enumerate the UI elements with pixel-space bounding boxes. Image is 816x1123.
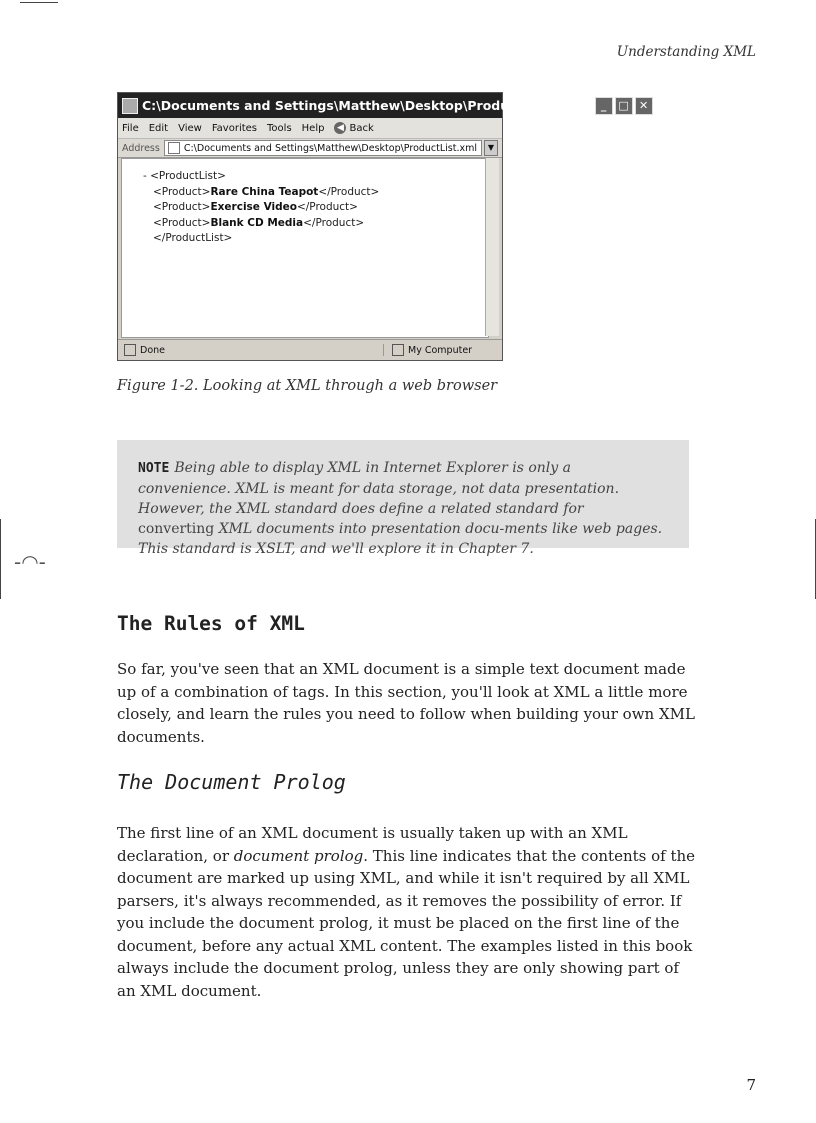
status-done: Done: [118, 344, 383, 356]
note-text-1: Being able to display XML in Internet Explorer is only a convenience. XML is meant for data storage, not data presentation. However, the XML standard does define a related standard for: [138, 460, 620, 517]
menu-tools[interactable]: Tools: [267, 122, 292, 134]
browser-title: C:\Documents and Settings\Matthew\Desktop\ProductList.xml...: [142, 98, 593, 113]
minimize-button[interactable]: _: [595, 97, 613, 115]
address-input[interactable]: [164, 140, 482, 156]
status-zone: My Computer: [383, 344, 502, 356]
vertical-scrollbar[interactable]: [485, 158, 499, 336]
close-button[interactable]: ✕: [635, 97, 653, 115]
paragraph-intro: So far, you've seen that an XML document is a simple text document made up of a combination of tags. In this section, you'll look at XML a little more closely, and learn the rules you need to follow when building your own XML documents.: [117, 660, 695, 746]
status-bar: [118, 339, 502, 360]
browser-content: [121, 158, 489, 338]
maximize-button[interactable]: □: [615, 97, 633, 115]
crop-mark-left: [0, 519, 1, 599]
figure-caption: Figure 1-2. Looking at XML through a web browser: [117, 378, 498, 394]
menu-file[interactable]: File: [122, 122, 139, 134]
page-done-icon: [124, 344, 136, 356]
back-arrow-icon: ◀: [334, 122, 346, 134]
menu-favorites[interactable]: Favorites: [211, 122, 258, 134]
note-box: [117, 440, 689, 557]
note-text-2: converting: [138, 521, 219, 537]
page-number: 7: [746, 1076, 756, 1094]
registration-mark-icon: -◠-: [14, 550, 46, 574]
menu-help[interactable]: Help: [301, 122, 325, 134]
menu-edit[interactable]: Edit: [148, 122, 169, 134]
computer-icon: [392, 344, 404, 356]
term-document-prolog: document prolog: [233, 846, 364, 865]
section-heading: The Rules of XML: [117, 612, 305, 635]
address-label: Address: [122, 142, 160, 154]
xml-product-line: <Product>Blank CD Media</Product>: [153, 216, 365, 229]
xml-tree: [122, 159, 488, 247]
page-icon: [168, 142, 180, 154]
address-bar: [118, 138, 502, 158]
browser-screenshot: [117, 92, 649, 361]
xml-product-line: <Product>Rare China Teapot</Product>: [153, 185, 380, 198]
xml-root-close: </ProductList>: [153, 232, 233, 244]
back-button[interactable]: [334, 122, 383, 134]
address-value: C:\Documents and Settings\Matthew\Desktop\ProductList.xml: [183, 142, 478, 154]
ie-icon: [122, 98, 138, 114]
back-label: Back: [349, 122, 374, 134]
address-dropdown-icon[interactable]: ▼: [484, 140, 498, 156]
note-label: NOTE: [138, 461, 170, 476]
note-text-3: XML documents into presentation docu-ments like web pages. This standard is XSLT, and we'll explore it in Chapter 7.: [138, 521, 663, 557]
xml-root-open[interactable]: - <ProductList>: [143, 170, 226, 182]
subsection-heading: The Document Prolog: [117, 770, 346, 794]
menu-view[interactable]: View: [178, 122, 202, 134]
xml-product-line: <Product>Exercise Video</Product>: [153, 201, 358, 213]
crop-mark-top: [20, 2, 58, 3]
browser-titlebar: [118, 93, 649, 118]
paragraph-prolog: The first line of an XML document is usually taken up with an XML declaration, or document prolog. This line indicates that the contents of the document are marked up using XML, and while it isn't required by all XML parsers, it's always recommended, as it removes the possibility of error. If you include the document prolog, it must be placed on the first line of the document, before any actual XML content. The examples listed in this book always include the document prolog, unless they are only showing part of an XML document.: [117, 824, 696, 1000]
menu-bar: [118, 118, 502, 138]
running-head: Understanding XML: [616, 44, 756, 60]
